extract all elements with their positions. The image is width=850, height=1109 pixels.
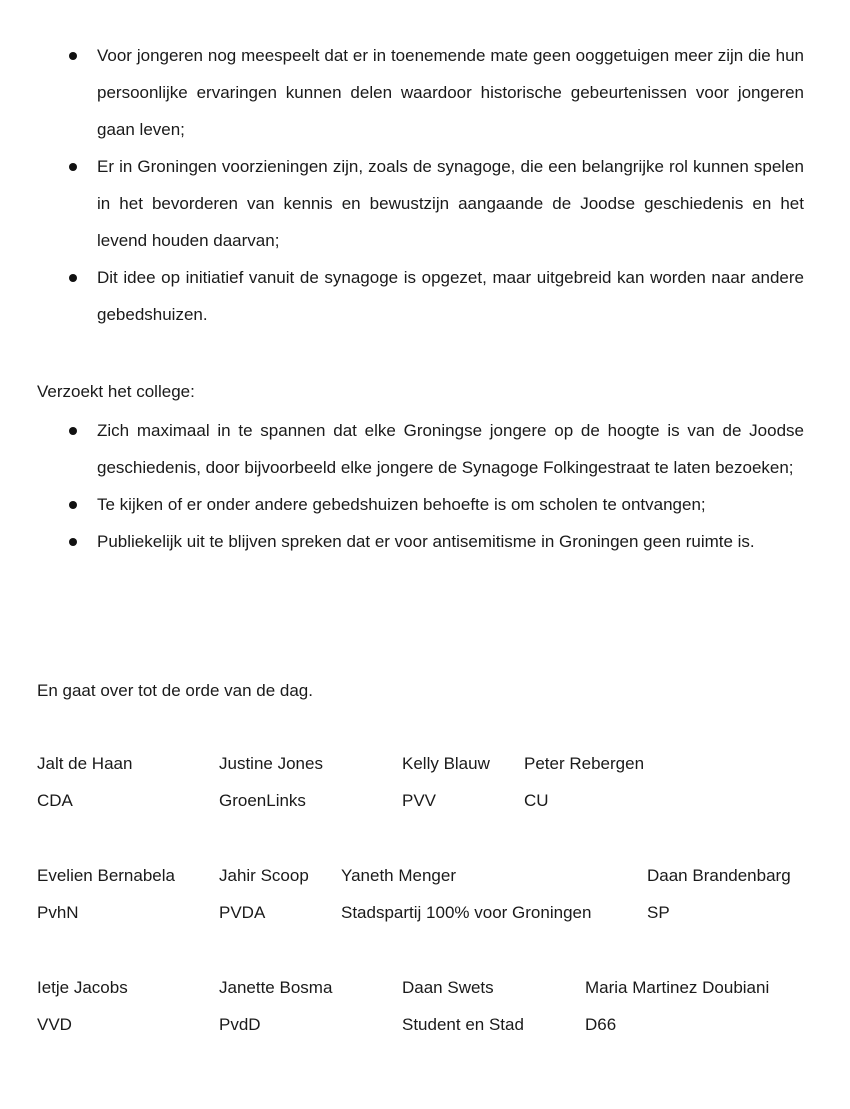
request-text: Te kijken of er onder andere gebedshuizen behoefte is om scholen te ontvangen; <box>97 495 706 514</box>
list-item <box>0 148 804 259</box>
signatory-name: Jahir Scoop <box>219 866 309 885</box>
signatory-party: PvhN <box>37 903 79 922</box>
signatory-party: D66 <box>585 1015 617 1034</box>
request-text: Zich maximaal in te spannen dat elke Groningse jongere op de hoogte is van de Joodse geschiedenis, door bijvoorbeeld elke jongere de Synagoge Folkingestraat te laten bezoeken; <box>97 421 804 477</box>
list-item <box>0 37 804 148</box>
signatory-name: Daan Swets <box>402 978 494 997</box>
signatory-party: PvdD <box>219 1015 261 1034</box>
consideration-text: Dit idee op initiatief vanuit de synagoge is opgezet, maar uitgebreid kan worden naar andere gebedshuizen. <box>97 268 804 324</box>
bullet-icon <box>69 427 77 435</box>
request-heading: Verzoekt het college: <box>37 382 195 401</box>
bullet-icon <box>69 501 77 509</box>
signatory-party: PVDA <box>219 903 266 922</box>
signatory-name: Evelien Bernabela <box>37 866 175 885</box>
signatory-name: Kelly Blauw <box>402 754 490 773</box>
signatory-party: Student en Stad <box>402 1015 524 1034</box>
consideration-text: Er in Groningen voorzieningen zijn, zoals de synagoge, die een belangrijke rol kunnen spelen in het bevorderen van kennis en bewustzijn aangaande de Joodse geschiedenis en het levend houden daarvan; <box>97 157 804 250</box>
list-item <box>0 486 804 523</box>
signatory-party: CDA <box>37 791 73 810</box>
signatory-name: Maria Martinez Doubiani <box>585 978 770 997</box>
list-item <box>0 523 804 560</box>
signatory-name: Yaneth Menger <box>341 866 456 885</box>
signatory-party: PVV <box>402 791 437 810</box>
signatory-party: GroenLinks <box>219 791 306 810</box>
bullet-icon <box>69 274 77 282</box>
consideration-text: Voor jongeren nog meespeelt dat er in toenemende mate geen ooggetuigen meer zijn die hun persoonlijke ervaringen kunnen delen waardoor historische gebeurtenissen voor jongeren gaan leven; <box>97 46 804 139</box>
bullet-icon <box>69 538 77 546</box>
list-item <box>0 259 804 333</box>
list-item <box>0 412 804 486</box>
signatory-name: Justine Jones <box>219 754 323 773</box>
signatory-name: Peter Rebergen <box>524 754 645 773</box>
signatory-name: Daan Brandenbarg <box>647 866 791 885</box>
signatory-party: CU <box>524 791 549 810</box>
signatory-name: Jalt de Haan <box>37 754 133 773</box>
requests-list <box>0 412 850 560</box>
signatory-party: Stadspartij 100% voor Groningen <box>341 903 592 922</box>
signatory-party: VVD <box>37 1015 72 1034</box>
request-text: Publiekelijk uit te blijven spreken dat er voor antisemitisme in Groningen geen ruimte is. <box>97 532 755 551</box>
signatory-party: SP <box>647 903 670 922</box>
bullet-icon <box>69 163 77 171</box>
signatory-name: Ietje Jacobs <box>37 978 128 997</box>
bullet-icon <box>69 52 77 60</box>
signatory-name: Janette Bosma <box>219 978 333 997</box>
considerations-list <box>0 37 850 333</box>
closing-statement: En gaat over tot de orde van de dag. <box>37 681 313 700</box>
